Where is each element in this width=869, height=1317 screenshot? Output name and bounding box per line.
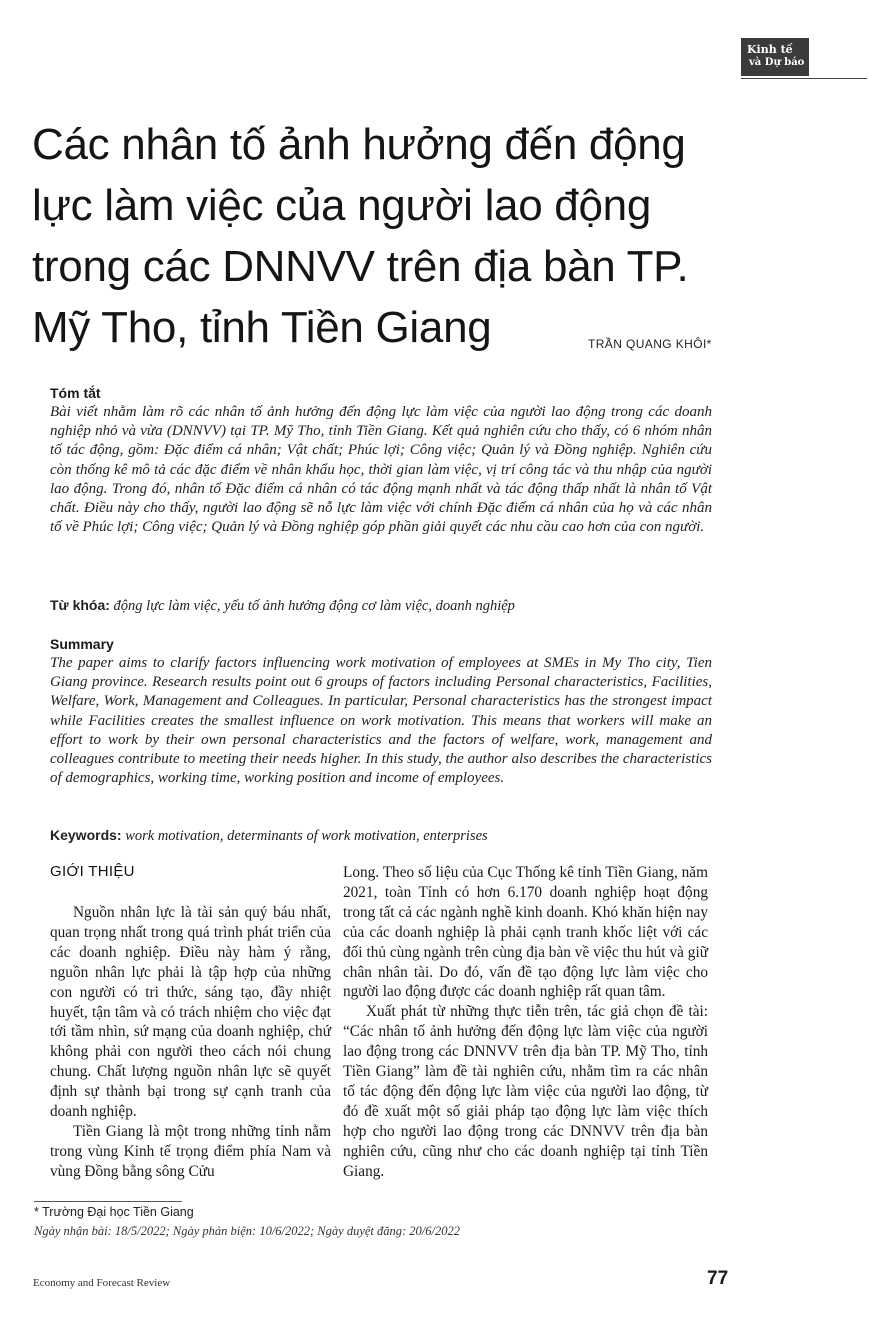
- page-number: 77: [707, 1268, 729, 1289]
- logo-line-1: Kinh tế: [747, 43, 793, 56]
- keywords-en-label: Keywords:: [50, 827, 122, 843]
- right-paragraph-1: Long. Theo số liệu của Cục Thống kê tỉnh Tiền Giang, năm 2021, toàn Tỉnh có hơn 6.170 doanh nghiệp hoạt động trong tất cả các ngành nghề kinh doanh. Khó khăn hiện nay của các doanh nghiệp là phải cạnh tranh khốc liệt với các đối thủ cùng ngành trên cùng địa bàn về việc thu hút và giữ chân nhân tài. Do đó, vấn đề tạo động lực làm việc cho người lao động được các doanh nghiệp rất quan tâm.: [343, 864, 708, 1001]
- section-heading-intro: GIỚI THIỆU: [50, 863, 135, 880]
- abstract-en-heading: Summary: [50, 636, 114, 652]
- article-author: TRẦN QUANG KHÔI*: [588, 337, 712, 351]
- keywords-vi: [50, 597, 750, 615]
- right-paragraph-2: Xuất phát từ những thực tiễn trên, tác giả chọn đề tài: “Các nhân tố ảnh hưởng đến động lực làm việc của người lao động trong các DNNVV trên địa bàn TP. Mỹ Tho, tỉnh Tiền Giang” làm đề tài nghiên cứu, nhằm tìm ra các nhân tố tác động đến động lực làm việc của người lao động, từ đó đề xuất một số giải pháp tạo động lực làm việc thích hợp cho người lao động trong các DNNVV trên địa bàn nghiên cứu, cũng như cho các doanh nghiệp tại tỉnh Tiền Giang.: [343, 1003, 708, 1180]
- body-right-column: [343, 863, 708, 1182]
- article-title: Các nhân tố ảnh hưởng đến động lực làm việc của người lao động trong các DNNVV trên địa bàn TP. Mỹ Tho, tỉnh Tiền Giang: [32, 120, 689, 352]
- keywords-en-text: work motivation, determinants of work motivation, enterprises: [125, 828, 488, 844]
- keywords-vi-label: Từ khóa:: [50, 597, 110, 613]
- footnote-affiliation: * Trường Đại học Tiền Giang: [34, 1205, 194, 1219]
- header-rule: [741, 78, 867, 79]
- keywords-vi-text: động lực làm việc, yếu tố ảnh hưởng động cơ làm việc, doanh nghiệp: [113, 598, 515, 614]
- footnote-dates: Ngày nhận bài: 18/5/2022; Ngày phản biện: 10/6/2022; Ngày duyệt đăng: 20/6/2022: [34, 1224, 460, 1238]
- journal-name: Economy and Forecast Review: [33, 1277, 171, 1289]
- abstract-vi-heading: Tóm tắt: [50, 385, 101, 401]
- footnote-rule: [34, 1201, 182, 1202]
- body-left-column: [50, 903, 331, 1182]
- left-paragraph-1: Nguồn nhân lực là tài sản quý báu nhất, quan trọng nhất trong quá trình phát triển của các doanh nghiệp. Điều này hàm ý rằng, nguồn nhân lực phải là tập hợp của những con người có tri thức, sáng tạo, đầy nhiệt huyết, tận tâm và có trách nhiệm cho việc đạt tới tầm nhìn, sứ mạng của doanh nghiệp, chứ không phải con người theo cách nói chung chung. Chất lượng nguồn nhân lực sẽ quyết định sự thành bại trong sự cạnh tranh của doanh nghiệp.: [50, 904, 331, 1121]
- abstract-en-text: The paper aims to clarify factors influencing work motivation of employees at SMEs in My Tho city, Tien Giang province. Research results point out 6 groups of factors including Personal characteristics, Facilities, Welfare, Work, Management and Colleagues. In particular, Personal characteristics has the strongest impact while Facilities creates the smallest influence on work motivation. This means that workers will make an effort to work by their own personal characteristics and the factors of welfare, work, management and colleagues contribute to meeting their needs higher. In this study, the author also describes the characteristics of demographics, working time, working position and income of employees.: [50, 655, 712, 787]
- keywords-en: [50, 827, 750, 845]
- logo-line-2: và Dự báo: [749, 57, 805, 68]
- left-paragraph-2: Tiền Giang là một trong những tỉnh nằm trong vùng Kinh tế trọng điểm phía Nam và vùng Đồng bằng sông Cửu: [50, 1122, 331, 1180]
- journal-logo: [741, 38, 809, 76]
- abstract-vi-text: Bài viết nhằm làm rõ các nhân tố ảnh hưởng đến động lực làm việc của người lao động trong các doanh nghiệp nhỏ và vừa (DNNVV) tại TP. Mỹ Tho, tỉnh Tiền Giang. Kết quả nghiên cứu cho thấy, có 6 nhóm nhân tố tác động, gồm: Đặc điểm cá nhân; Vật chất; Phúc lợi; Công việc; Quản lý và Đồng nghiệp. Nghiên cứu còn thống kê mô tả các đặc điểm về nhân khẩu học, thời gian làm việc, vị trí công tác và thu nhập của người lao động. Trong đó, nhân tố Đặc điểm cá nhân có tác động mạnh nhất và tác động thấp nhất là nhân tố Vật chất. Điều này cho thấy, người lao động sẽ nỗ lực làm việc với chính Đặc điểm cá nhân của họ và các nhân tố về Phúc lợi; Công việc; Quản lý và Đồng nghiệp góp phần giải quyết các nhu cầu cao hơn của con người.: [50, 404, 712, 536]
